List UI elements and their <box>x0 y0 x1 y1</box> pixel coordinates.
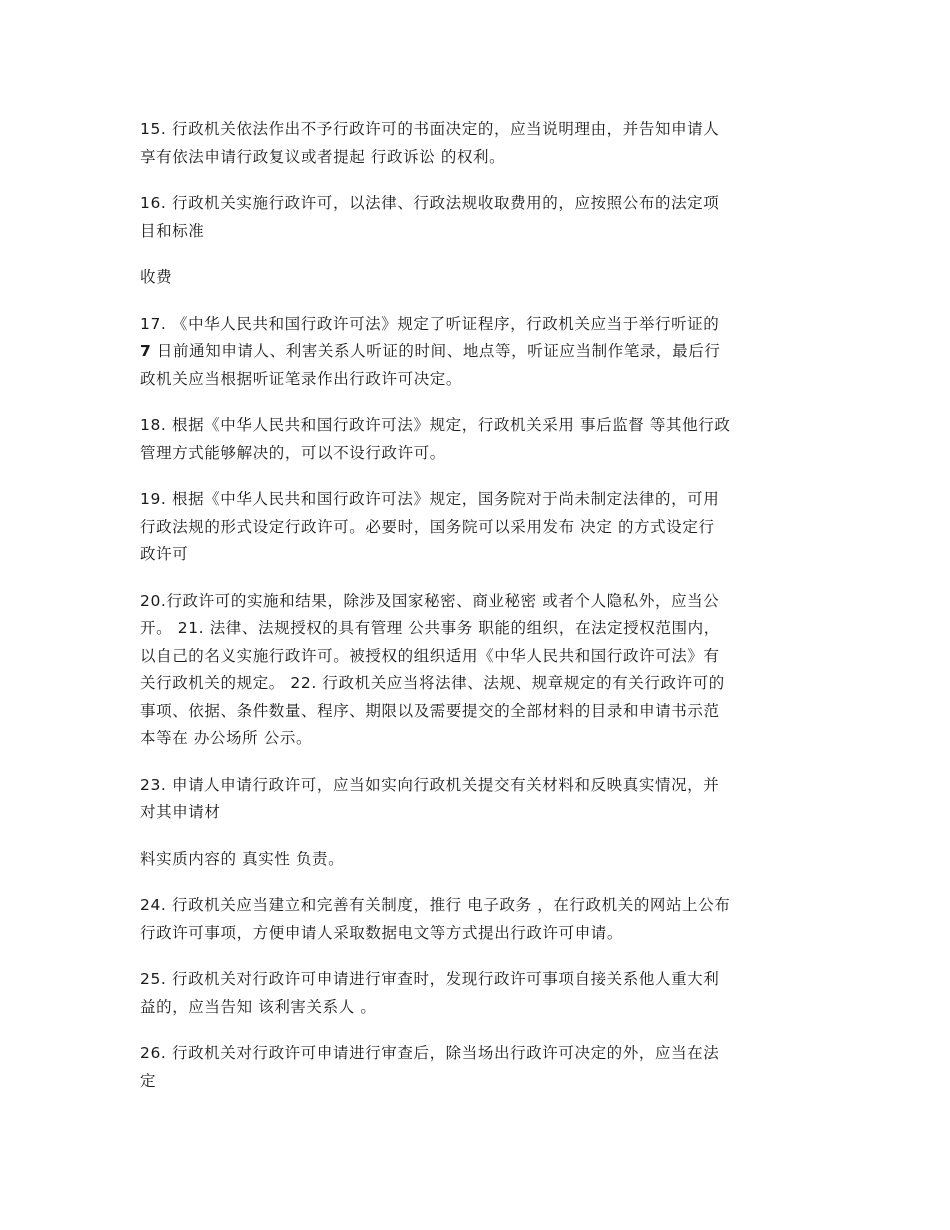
text-line: 行政许可事项，方便申请人采取数据电文等方式提出行政许可申请。 <box>140 923 624 942</box>
text-line: 19. 根据《中华人民共和国行政许可法》规定，国务院对于尚未制定法律的，可用 <box>140 490 720 508</box>
paragraph-19 <box>140 486 820 569</box>
paragraph-26 <box>140 1040 820 1095</box>
text-line: 18. 根据《中华人民共和国行政许可法》规定，行政机关采用 事后监督 等其他行政 <box>140 416 731 434</box>
text-line: 管理方式能够解决的，可以不设行政许可。 <box>140 443 446 462</box>
text-line: 本等在 办公场所 公示。 <box>140 729 313 747</box>
text-line-with-bold <box>140 338 820 366</box>
text-line: 以自己的名义实施行政许可。被授权的组织适用《中华人民共和国行政许可法》有 <box>140 646 720 665</box>
paragraph-18 <box>140 412 820 467</box>
text-line: 益的，应当告知 该利害关系人 。 <box>140 997 377 1016</box>
text-line: 行政法规的形式设定行政许可。必要时，国务院可以采用发布 决定 的方式设定行 <box>140 517 715 536</box>
text-line: 事项、依据、条件数量、程序、期限以及需要提交的全部材料的目录和申请书示范 <box>140 701 720 720</box>
text-line: 17. 《中华人民共和国行政许可法》规定了听证程序，行政机关应当于举行听证的 <box>140 314 720 333</box>
text-line: 政许可 <box>140 545 189 563</box>
text-line: 享有依法申请行政复议或者提起 行政诉讼 的权利。 <box>140 147 506 166</box>
text-line: 对其申请材 <box>140 803 221 821</box>
text-line: 26. 行政机关对行政许可申请进行审查后，除当场出行政许可决定的外，应当在法 <box>140 1044 720 1062</box>
text-line: 16. 行政机关实施行政许可，以法律、行政法规收取费用的，应按照公布的法定项 <box>140 194 720 212</box>
document-body <box>140 116 820 1114</box>
text-line: 24. 行政机关应当建立和完善有关制度，推行 电子政务 ，在行政机关的网站上公布 <box>140 896 731 914</box>
paragraph-25 <box>140 966 820 1021</box>
paragraph-23-continued <box>140 846 820 874</box>
text-line: 定 <box>140 1071 157 1090</box>
paragraph-15 <box>140 116 820 171</box>
text-line: 目和标准 <box>140 221 205 240</box>
text-line: 关行政机关的规定。 22. 行政机关应当将法律、法规、规章规定的有关行政许可的 <box>140 674 725 692</box>
paragraph-23 <box>140 772 820 827</box>
text-line: 15. 行政机关依法作出不予行政许可的书面决定的，应当说明理由，并告知申请人 <box>140 120 720 138</box>
text-segment: 日前通知申请人、利害关系人听证的时间、地点等，听证应当制作笔录，最后行 <box>151 342 721 360</box>
text-line: 20.行政许可的实施和结果，除涉及国家秘密、商业秘密 或者个人隐私外，应当公 <box>140 591 720 610</box>
text-line: 开。 21. 法律、法规授权的具有管理 公共事务 职能的组织，在法定授权范围内， <box>140 619 720 637</box>
text-line: 政机关应当根据听证笔录作出行政许可决定。 <box>140 369 463 388</box>
paragraph-24 <box>140 892 820 947</box>
paragraph-16-continued <box>140 264 820 292</box>
paragraph-16 <box>140 190 820 245</box>
text-line: 收费 <box>140 268 173 286</box>
bold-number: 7 <box>140 342 152 360</box>
text-line: 25. 行政机关对行政许可申请进行审查时，发现行政许可事项自接关系他人重大利 <box>140 970 720 988</box>
paragraph-20-22 <box>140 588 820 753</box>
text-line: 23. 申请人申请行政许可，应当如实向行政机关提交有关材料和反映真实情况，并 <box>140 775 720 794</box>
paragraph-17 <box>140 311 820 394</box>
text-line: 料实质内容的 真实性 负责。 <box>140 849 345 868</box>
